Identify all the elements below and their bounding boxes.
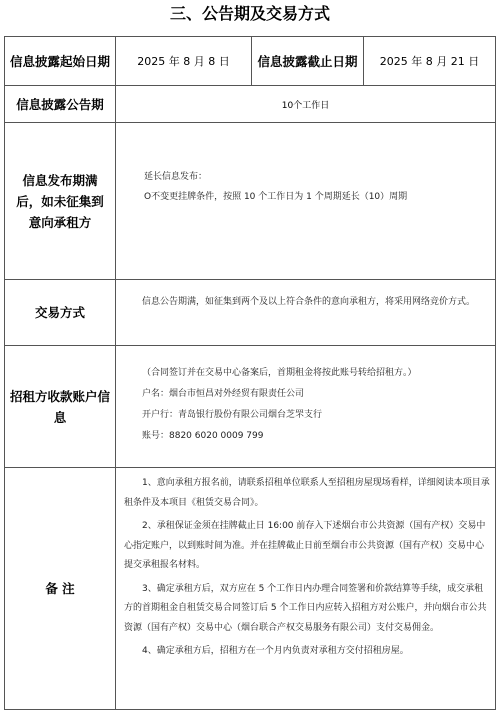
end-date-label: 信息披露截止日期 <box>257 53 358 69</box>
column-divider <box>115 36 116 710</box>
remarks-label: 备 注 <box>45 581 75 596</box>
trade-method-text-cell <box>124 292 488 336</box>
remark-item: 1、意向承租方报名前，请联系招租单位联系人至招租房屋现场看样，详细阅读本项目承租条件及本项目《租赁交易合同》。 <box>124 478 490 508</box>
remarks-list <box>124 474 490 706</box>
extension-line-2: O不变更挂牌条件，按照 10 个工作日为 1 个周期延长（10）周期 <box>144 192 408 202</box>
end-date-value: 2025 年 8 月 21 日 <box>379 55 480 68</box>
trade-method-label: 交易方式 <box>34 305 85 320</box>
table-border-right <box>495 36 496 710</box>
table-border-bottom <box>4 709 496 710</box>
extension-line-1: 延长信息发布： <box>144 172 208 182</box>
account-number: 账号：8820 6020 0009 799 <box>142 431 264 441</box>
remark-item: 4、确定承租方后，招租方在一个月内负责对承租方交付招租房屋。 <box>142 646 409 656</box>
info-table <box>4 36 496 710</box>
start-date-value: 2025 年 8 月 8 日 <box>137 55 230 68</box>
extension-text <box>144 167 492 215</box>
account-label: 招租方收款账户信息 <box>9 388 110 425</box>
trade-method-text: 信息公告期满，如征集到两个及以上符合条件的意向承租方，将采用网络竞价方式。 <box>142 297 476 307</box>
start-date-label: 信息披露起始日期 <box>9 53 110 69</box>
remark-item: 2、承租保证金须在挂牌截止日 16:00 前存入下述烟台市公共资源（国有产权）交易中心指定账户，以到账时间为准。并在挂牌截止日前至烟台市公共资源（国有产权）交易中心提交承租报名材料。 <box>124 521 486 570</box>
account-note: （合同签订并在交易中心备案后，首期租金将按此账号转给招租方。） <box>142 368 417 378</box>
account-bank: 开户行：青岛银行股份有限公司烟台芝罘支行 <box>142 410 323 420</box>
period-label: 信息披露公告期 <box>16 96 104 112</box>
section-title: 三、公告期及交易方式 <box>169 4 330 23</box>
remark-item: 3、确定承租方后，双方应在 5 个工作日内办理合同签署和价款结算等手续，成交承租方的首期租金自租赁交易合同签订后 5 个工作日内应转入招租方对公账户，并向烟台市公共资源（国有产权）交易中心（烟台联合产权交易服务有限公司）支付交易佣金。 <box>124 583 487 633</box>
extension-label: 信息发布期满后，如未征集到意向承租方 <box>16 172 104 230</box>
period-value: 10个工作日 <box>281 100 330 111</box>
account-info <box>142 363 492 459</box>
account-name: 户名：烟台市恒昌对外经贸有限责任公司 <box>142 389 305 399</box>
